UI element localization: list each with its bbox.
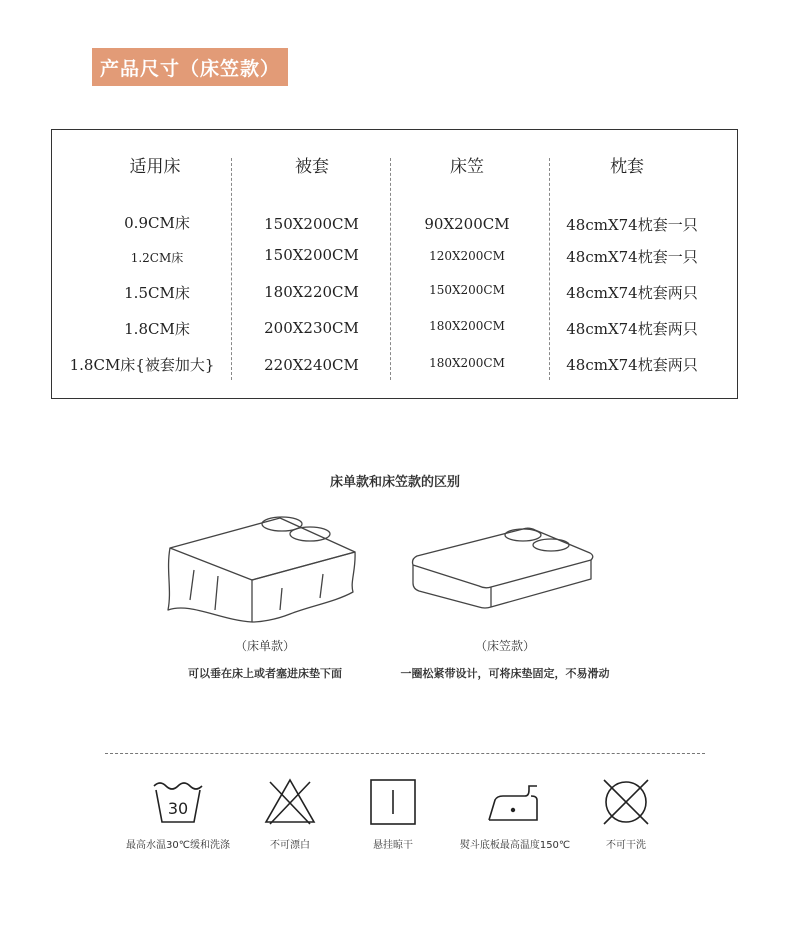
table-cell: 180X200CM: [429, 356, 505, 370]
column-header-bed: 适用床: [129, 157, 181, 177]
table-cell: 0.9CM床: [124, 214, 190, 232]
table-cell: 48cmX74枕套两只: [566, 356, 698, 374]
wash-30-icon: [150, 776, 206, 828]
table-cell: 180X220CM: [264, 283, 359, 301]
table-cell: 1.8CM床: [124, 320, 190, 338]
table-cell: 220X240CM: [264, 356, 359, 374]
table-cell: 120X200CM: [429, 249, 505, 263]
table-cell: 200X230CM: [264, 319, 359, 337]
table-cell: 1.8CM床{被套加大}: [69, 356, 215, 374]
flat-sheet-bed-illustration: [160, 510, 370, 630]
flat-sheet-label: （床单款）: [234, 639, 295, 653]
table-cell: 1.5CM床: [124, 284, 190, 302]
table-cell: 48cmX74枕套两只: [566, 320, 698, 338]
column-divider: [390, 158, 391, 380]
table-cell: 90X200CM: [424, 215, 510, 233]
fitted-sheet-description: 一圈松紧带设计，可将床垫固定，不易滑动: [400, 667, 610, 680]
table-cell: 150X200CM: [264, 215, 359, 233]
flat-sheet-description: 可以垂在床上或者塞进床垫下面: [188, 667, 342, 680]
table-cell: 48cmX74枕套一只: [566, 216, 698, 234]
section-divider: [105, 753, 705, 754]
no-bleach-label: 不可漂白: [270, 840, 310, 851]
fitted-sheet-label: （床笠款）: [474, 639, 535, 653]
column-divider: [231, 158, 232, 380]
table-cell: 180X200CM: [429, 319, 505, 333]
section-title: 产品尺寸（床笠款）: [92, 48, 288, 86]
no-bleach-icon: [262, 776, 318, 828]
comparison-title: 床单款和床笠款的区别: [329, 475, 460, 490]
table-cell: 1.2CM床: [130, 251, 184, 265]
column-header-pillowcase: 枕套: [610, 157, 644, 177]
hang-dry-icon: [365, 776, 421, 828]
table-cell: 48cmX74枕套一只: [566, 248, 698, 266]
fitted-sheet-bed-illustration: [405, 515, 605, 620]
column-header-fitted: 床笠: [450, 157, 484, 177]
no-dry-clean-label: 不可干洗: [606, 840, 646, 851]
column-header-duvet: 被套: [295, 157, 329, 177]
wash-temperature-value: 30: [167, 799, 189, 818]
hang-dry-label: 悬挂晾干: [373, 840, 413, 851]
column-divider: [549, 158, 550, 380]
wash-30-label: 最高水温30℃缓和洗涤: [126, 840, 230, 851]
table-cell: 150X200CM: [264, 246, 359, 264]
iron-150-icon: [485, 776, 541, 828]
table-cell: 150X200CM: [429, 283, 505, 297]
table-cell: 48cmX74枕套两只: [566, 284, 698, 302]
size-table: [51, 129, 738, 399]
iron-150-label: 熨斗底板最高温度150℃: [459, 840, 571, 851]
no-dry-clean-icon: [598, 776, 654, 828]
